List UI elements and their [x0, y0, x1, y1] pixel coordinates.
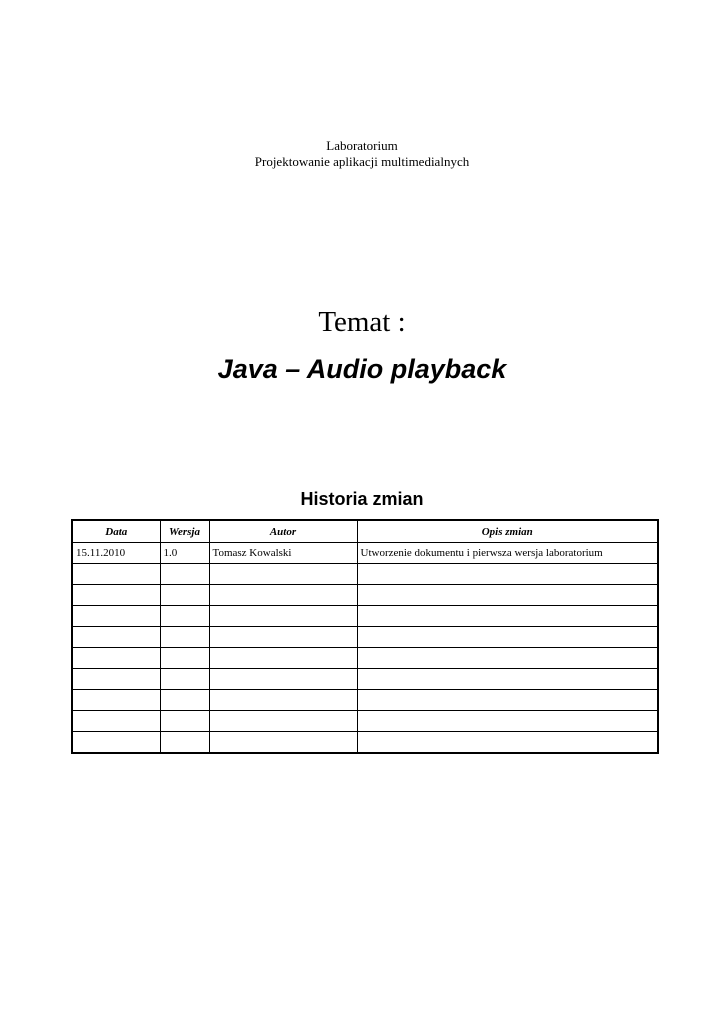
cell-author	[209, 627, 357, 648]
history-table	[71, 519, 659, 754]
cell-date	[72, 585, 160, 606]
table-row	[72, 585, 658, 606]
cell-version	[160, 648, 209, 669]
table-row	[72, 648, 658, 669]
cell-version: 1.0	[160, 543, 209, 564]
cell-description	[357, 669, 658, 690]
table-row	[72, 690, 658, 711]
cell-description	[357, 648, 658, 669]
header-line-2: Projektowanie aplikacji multimedialnych	[254, 154, 470, 169]
cell-version	[160, 564, 209, 585]
cell-author	[209, 606, 357, 627]
cell-description: Utworzenie dokumentu i pierwsza wersja laboratorium	[357, 543, 658, 564]
cell-description	[357, 732, 658, 754]
cell-date	[72, 669, 160, 690]
cell-version	[160, 732, 209, 754]
column-header-author: Autor	[209, 520, 357, 543]
cell-author	[209, 648, 357, 669]
cell-date	[72, 606, 160, 627]
cell-description	[357, 585, 658, 606]
cell-date	[72, 564, 160, 585]
cell-author	[209, 690, 357, 711]
cell-description	[357, 606, 658, 627]
table-row	[72, 711, 658, 732]
table-row	[72, 606, 658, 627]
cell-version	[160, 711, 209, 732]
cell-date	[72, 732, 160, 754]
history-header-row	[72, 520, 658, 543]
cell-description	[357, 711, 658, 732]
cell-description	[357, 690, 658, 711]
cell-date	[72, 648, 160, 669]
table-row	[72, 627, 658, 648]
cell-version	[160, 669, 209, 690]
table-row	[72, 669, 658, 690]
cell-author: Tomasz Kowalski	[209, 543, 357, 564]
cell-author	[209, 732, 357, 754]
cell-author	[209, 711, 357, 732]
cell-version	[160, 627, 209, 648]
history-heading: Historia zmian	[300, 489, 424, 509]
cell-date	[72, 711, 160, 732]
cell-date: 15.11.2010	[72, 543, 160, 564]
column-header-date: Data	[72, 520, 160, 543]
column-header-version: Wersja	[160, 520, 209, 543]
cell-date	[72, 690, 160, 711]
cell-version	[160, 606, 209, 627]
column-header-description: Opis zmian	[357, 520, 658, 543]
header-line-1: Laboratorium	[326, 138, 398, 153]
cell-date	[72, 627, 160, 648]
document-title: Java – Audio playback	[217, 354, 507, 384]
cell-version	[160, 585, 209, 606]
cell-version	[160, 690, 209, 711]
cell-description	[357, 627, 658, 648]
cell-description	[357, 564, 658, 585]
table-row	[72, 564, 658, 585]
cell-author	[209, 669, 357, 690]
cell-author	[209, 585, 357, 606]
cell-author	[209, 564, 357, 585]
topic-label: Temat :	[318, 306, 406, 338]
table-row	[72, 543, 658, 564]
table-row	[72, 732, 658, 754]
